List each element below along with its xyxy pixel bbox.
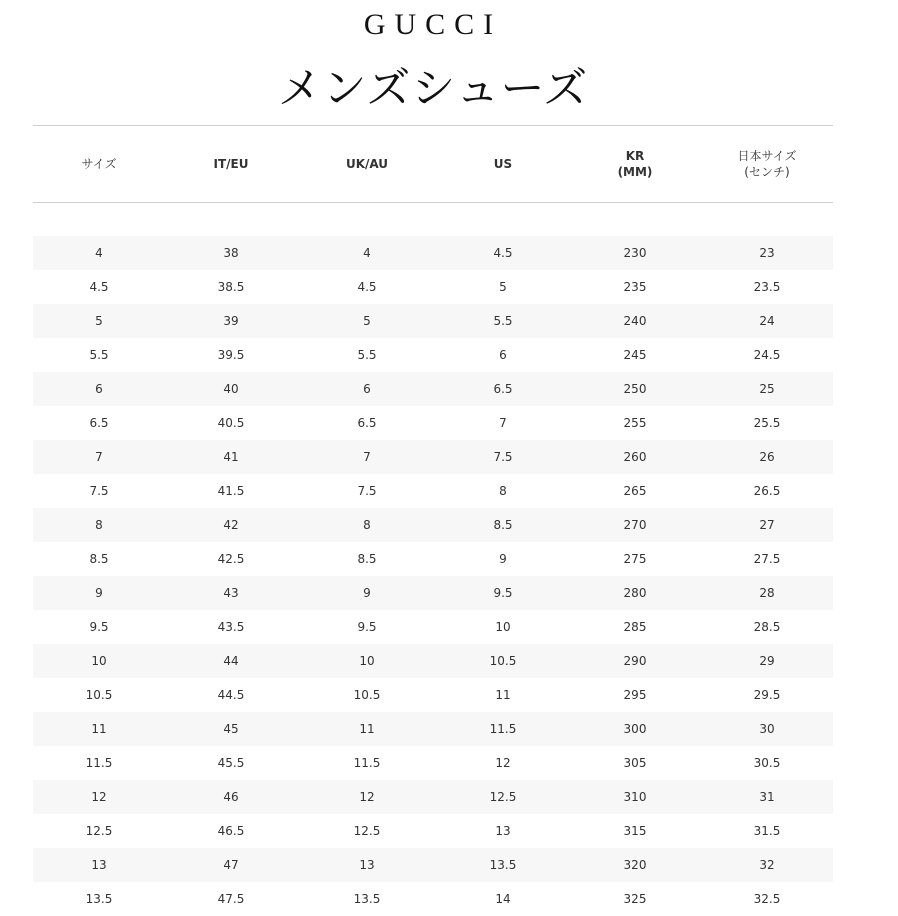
cell-jp: 23.5 bbox=[753, 280, 781, 294]
cell-us: 13 bbox=[495, 824, 511, 838]
cell-size: 6.5 bbox=[89, 416, 109, 430]
cell-it-eu: 47 bbox=[223, 858, 239, 872]
cell-size: 11.5 bbox=[85, 756, 113, 770]
cell-kr: 305 bbox=[623, 756, 647, 770]
cell-uk-au: 11.5 bbox=[353, 756, 381, 770]
cell-size: 10 bbox=[91, 654, 107, 668]
cell-kr: 245 bbox=[623, 348, 647, 362]
cell-kr: 270 bbox=[623, 518, 647, 532]
cell-it-eu: 45.5 bbox=[217, 756, 245, 770]
cell-us: 5.5 bbox=[493, 314, 513, 328]
header-it-eu: IT/EU bbox=[213, 157, 249, 171]
cell-it-eu: 39.5 bbox=[217, 348, 245, 362]
cell-size: 8 bbox=[95, 518, 103, 532]
table-row bbox=[33, 576, 833, 610]
cell-jp: 30 bbox=[759, 722, 775, 736]
cell-kr: 235 bbox=[623, 280, 647, 294]
cell-size: 5 bbox=[95, 314, 103, 328]
cell-us: 13.5 bbox=[489, 858, 517, 872]
cell-kr: 250 bbox=[623, 382, 647, 396]
cell-it-eu: 45 bbox=[223, 722, 239, 736]
cell-us: 4.5 bbox=[493, 246, 513, 260]
table-row bbox=[33, 610, 833, 644]
cell-uk-au: 10 bbox=[359, 654, 375, 668]
cell-jp: 29.5 bbox=[753, 688, 781, 702]
cell-size: 6 bbox=[95, 382, 103, 396]
cell-it-eu: 47.5 bbox=[217, 892, 245, 906]
cell-it-eu: 46 bbox=[223, 790, 239, 804]
cell-jp: 27.5 bbox=[753, 552, 781, 566]
cell-jp: 24.5 bbox=[753, 348, 781, 362]
cell-jp: 23 bbox=[759, 246, 775, 260]
header-size: サイズ bbox=[81, 157, 117, 171]
cell-jp: 27 bbox=[759, 518, 775, 532]
table-row bbox=[33, 848, 833, 882]
cell-uk-au: 5.5 bbox=[357, 348, 377, 362]
cell-it-eu: 38 bbox=[223, 246, 239, 260]
cell-us: 9.5 bbox=[493, 586, 513, 600]
cell-us: 6 bbox=[499, 348, 507, 362]
cell-size: 4.5 bbox=[89, 280, 109, 294]
cell-uk-au: 8 bbox=[363, 518, 371, 532]
cell-jp: 26 bbox=[759, 450, 775, 464]
cell-size: 9.5 bbox=[89, 620, 109, 634]
cell-jp: 31.5 bbox=[753, 824, 781, 838]
cell-kr: 290 bbox=[623, 654, 647, 668]
cell-uk-au: 4.5 bbox=[357, 280, 377, 294]
cell-us: 7.5 bbox=[493, 450, 513, 464]
cell-it-eu: 43.5 bbox=[217, 620, 245, 634]
cell-it-eu: 44 bbox=[223, 654, 239, 668]
cell-size: 9 bbox=[95, 586, 103, 600]
cell-uk-au: 8.5 bbox=[357, 552, 377, 566]
cell-it-eu: 40.5 bbox=[217, 416, 245, 430]
cell-kr: 310 bbox=[623, 790, 647, 804]
cell-uk-au: 12 bbox=[359, 790, 375, 804]
table-row bbox=[33, 746, 833, 780]
cell-uk-au: 13 bbox=[359, 858, 375, 872]
cell-kr: 275 bbox=[623, 552, 647, 566]
cell-size: 13.5 bbox=[85, 892, 113, 906]
table-row bbox=[33, 712, 833, 746]
cell-jp: 31 bbox=[759, 790, 775, 804]
cell-it-eu: 43 bbox=[223, 586, 239, 600]
size-table-body bbox=[33, 236, 833, 916]
cell-jp: 24 bbox=[759, 314, 775, 328]
cell-it-eu: 44.5 bbox=[217, 688, 245, 702]
cell-jp: 29 bbox=[759, 654, 775, 668]
cell-size: 7 bbox=[95, 450, 103, 464]
cell-size: 13 bbox=[91, 858, 107, 872]
cell-uk-au: 13.5 bbox=[353, 892, 381, 906]
cell-us: 14 bbox=[495, 892, 511, 906]
cell-kr: 230 bbox=[623, 246, 647, 260]
cell-uk-au: 6 bbox=[363, 382, 371, 396]
cell-it-eu: 39 bbox=[223, 314, 239, 328]
table-row bbox=[33, 542, 833, 576]
table-row bbox=[33, 372, 833, 406]
cell-jp: 25 bbox=[759, 382, 775, 396]
cell-size: 4 bbox=[95, 246, 103, 260]
header-kr: KR (MM) bbox=[617, 149, 653, 179]
cell-jp: 25.5 bbox=[753, 416, 781, 430]
table-row bbox=[33, 780, 833, 814]
cell-jp: 26.5 bbox=[753, 484, 781, 498]
cell-size: 12.5 bbox=[85, 824, 113, 838]
table-row bbox=[33, 236, 833, 270]
cell-jp: 28 bbox=[759, 586, 775, 600]
cell-us: 8 bbox=[499, 484, 507, 498]
cell-size: 7.5 bbox=[89, 484, 109, 498]
header-uk-au: UK/AU bbox=[345, 157, 389, 171]
cell-kr: 315 bbox=[623, 824, 647, 838]
cell-size: 10.5 bbox=[85, 688, 113, 702]
cell-uk-au: 10.5 bbox=[353, 688, 381, 702]
cell-us: 12.5 bbox=[489, 790, 517, 804]
cell-kr: 260 bbox=[623, 450, 647, 464]
cell-size: 11 bbox=[91, 722, 107, 736]
header-jp: 日本サイズ (センチ) bbox=[737, 149, 797, 179]
cell-uk-au: 9.5 bbox=[357, 620, 377, 634]
cell-it-eu: 41 bbox=[223, 450, 239, 464]
cell-kr: 265 bbox=[623, 484, 647, 498]
table-row bbox=[33, 406, 833, 440]
cell-uk-au: 7 bbox=[363, 450, 371, 464]
table-row bbox=[33, 338, 833, 372]
cell-uk-au: 6.5 bbox=[357, 416, 377, 430]
table-row bbox=[33, 304, 833, 338]
cell-us: 9 bbox=[499, 552, 507, 566]
table-row bbox=[33, 508, 833, 542]
cell-uk-au: 12.5 bbox=[353, 824, 381, 838]
cell-it-eu: 40 bbox=[223, 382, 239, 396]
table-header bbox=[33, 126, 833, 202]
cell-it-eu: 46.5 bbox=[217, 824, 245, 838]
cell-it-eu: 42.5 bbox=[217, 552, 245, 566]
cell-us: 5 bbox=[499, 280, 507, 294]
cell-jp: 28.5 bbox=[753, 620, 781, 634]
cell-us: 11 bbox=[495, 688, 511, 702]
table-row bbox=[33, 440, 833, 474]
cell-kr: 295 bbox=[623, 688, 647, 702]
cell-size: 5.5 bbox=[89, 348, 109, 362]
table-row bbox=[33, 270, 833, 304]
cell-us: 11.5 bbox=[489, 722, 517, 736]
cell-uk-au: 7.5 bbox=[357, 484, 377, 498]
cell-us: 12 bbox=[495, 756, 511, 770]
cell-uk-au: 5 bbox=[363, 314, 371, 328]
brand-logo: GUCCI bbox=[363, 8, 503, 41]
cell-uk-au: 4 bbox=[363, 246, 371, 260]
page-title: メンズシューズ bbox=[277, 63, 589, 114]
cell-uk-au: 9 bbox=[363, 586, 371, 600]
table-row bbox=[33, 678, 833, 712]
cell-size: 8.5 bbox=[89, 552, 109, 566]
cell-it-eu: 41.5 bbox=[217, 484, 245, 498]
cell-kr: 280 bbox=[623, 586, 647, 600]
cell-jp: 30.5 bbox=[753, 756, 781, 770]
header-bottom-divider bbox=[33, 202, 833, 203]
table-row bbox=[33, 882, 833, 916]
cell-kr: 255 bbox=[623, 416, 647, 430]
cell-uk-au: 11 bbox=[359, 722, 375, 736]
table-row bbox=[33, 814, 833, 848]
cell-us: 10 bbox=[495, 620, 511, 634]
cell-us: 10.5 bbox=[489, 654, 517, 668]
cell-kr: 240 bbox=[623, 314, 647, 328]
cell-kr: 285 bbox=[623, 620, 647, 634]
cell-us: 7 bbox=[499, 416, 507, 430]
cell-kr: 300 bbox=[623, 722, 647, 736]
cell-kr: 320 bbox=[623, 858, 647, 872]
table-row bbox=[33, 644, 833, 678]
cell-it-eu: 38.5 bbox=[217, 280, 245, 294]
table-row bbox=[33, 474, 833, 508]
cell-jp: 32.5 bbox=[753, 892, 781, 906]
cell-it-eu: 42 bbox=[223, 518, 239, 532]
cell-size: 12 bbox=[91, 790, 107, 804]
cell-us: 6.5 bbox=[493, 382, 513, 396]
cell-jp: 32 bbox=[759, 858, 775, 872]
cell-kr: 325 bbox=[623, 892, 647, 906]
cell-us: 8.5 bbox=[493, 518, 513, 532]
header-us: US bbox=[493, 157, 513, 171]
